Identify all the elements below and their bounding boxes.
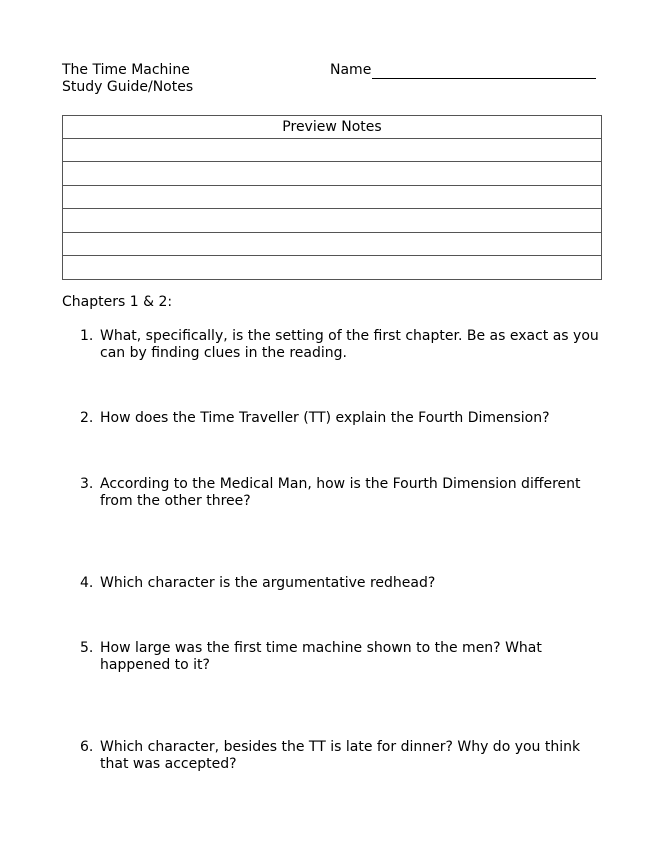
- name-blank-line: [372, 64, 596, 79]
- question-number: 3.: [80, 476, 94, 492]
- question-number: 2.: [80, 410, 94, 426]
- preview-notes-table: [62, 115, 602, 280]
- name-field: [330, 62, 596, 79]
- question-3: [80, 476, 600, 510]
- question-4: [80, 575, 600, 592]
- question-text: According to the Medical Man, how is the Fourth Dimension different from the other three?: [100, 476, 581, 509]
- preview-notes-row: [63, 162, 602, 186]
- preview-notes-row: [63, 185, 602, 209]
- page-header: [62, 62, 602, 102]
- question-number: 6.: [80, 739, 94, 755]
- question-number: 5.: [80, 640, 94, 656]
- document-title: The Time Machine: [62, 62, 190, 78]
- preview-notes-heading: Preview Notes: [63, 116, 602, 139]
- question-text: What, specifically, is the setting of the first chapter. Be as exact as you can by finding clues in the reading.: [100, 328, 599, 361]
- question-2: [80, 410, 600, 427]
- question-text: Which character is the argumentative redhead?: [100, 575, 436, 591]
- preview-notes-row: [63, 138, 602, 162]
- question-1: [80, 328, 600, 362]
- question-6: [80, 739, 600, 773]
- chapters-heading: Chapters 1 & 2:: [62, 294, 173, 310]
- question-number: 1.: [80, 328, 94, 344]
- question-text: How large was the first time machine shown to the men? What happened to it?: [100, 640, 542, 673]
- preview-notes-row: [63, 232, 602, 256]
- preview-notes-row: [63, 209, 602, 233]
- name-label: Name: [330, 62, 372, 78]
- preview-notes-row: [63, 256, 602, 280]
- question-number: 4.: [80, 575, 94, 591]
- document-subtitle: Study Guide/Notes: [62, 79, 194, 95]
- question-text: Which character, besides the TT is late for dinner? Why do you think that was accepted?: [100, 739, 581, 772]
- question-text: How does the Time Traveller (TT) explain the Fourth Dimension?: [100, 410, 550, 426]
- question-5: [80, 640, 600, 674]
